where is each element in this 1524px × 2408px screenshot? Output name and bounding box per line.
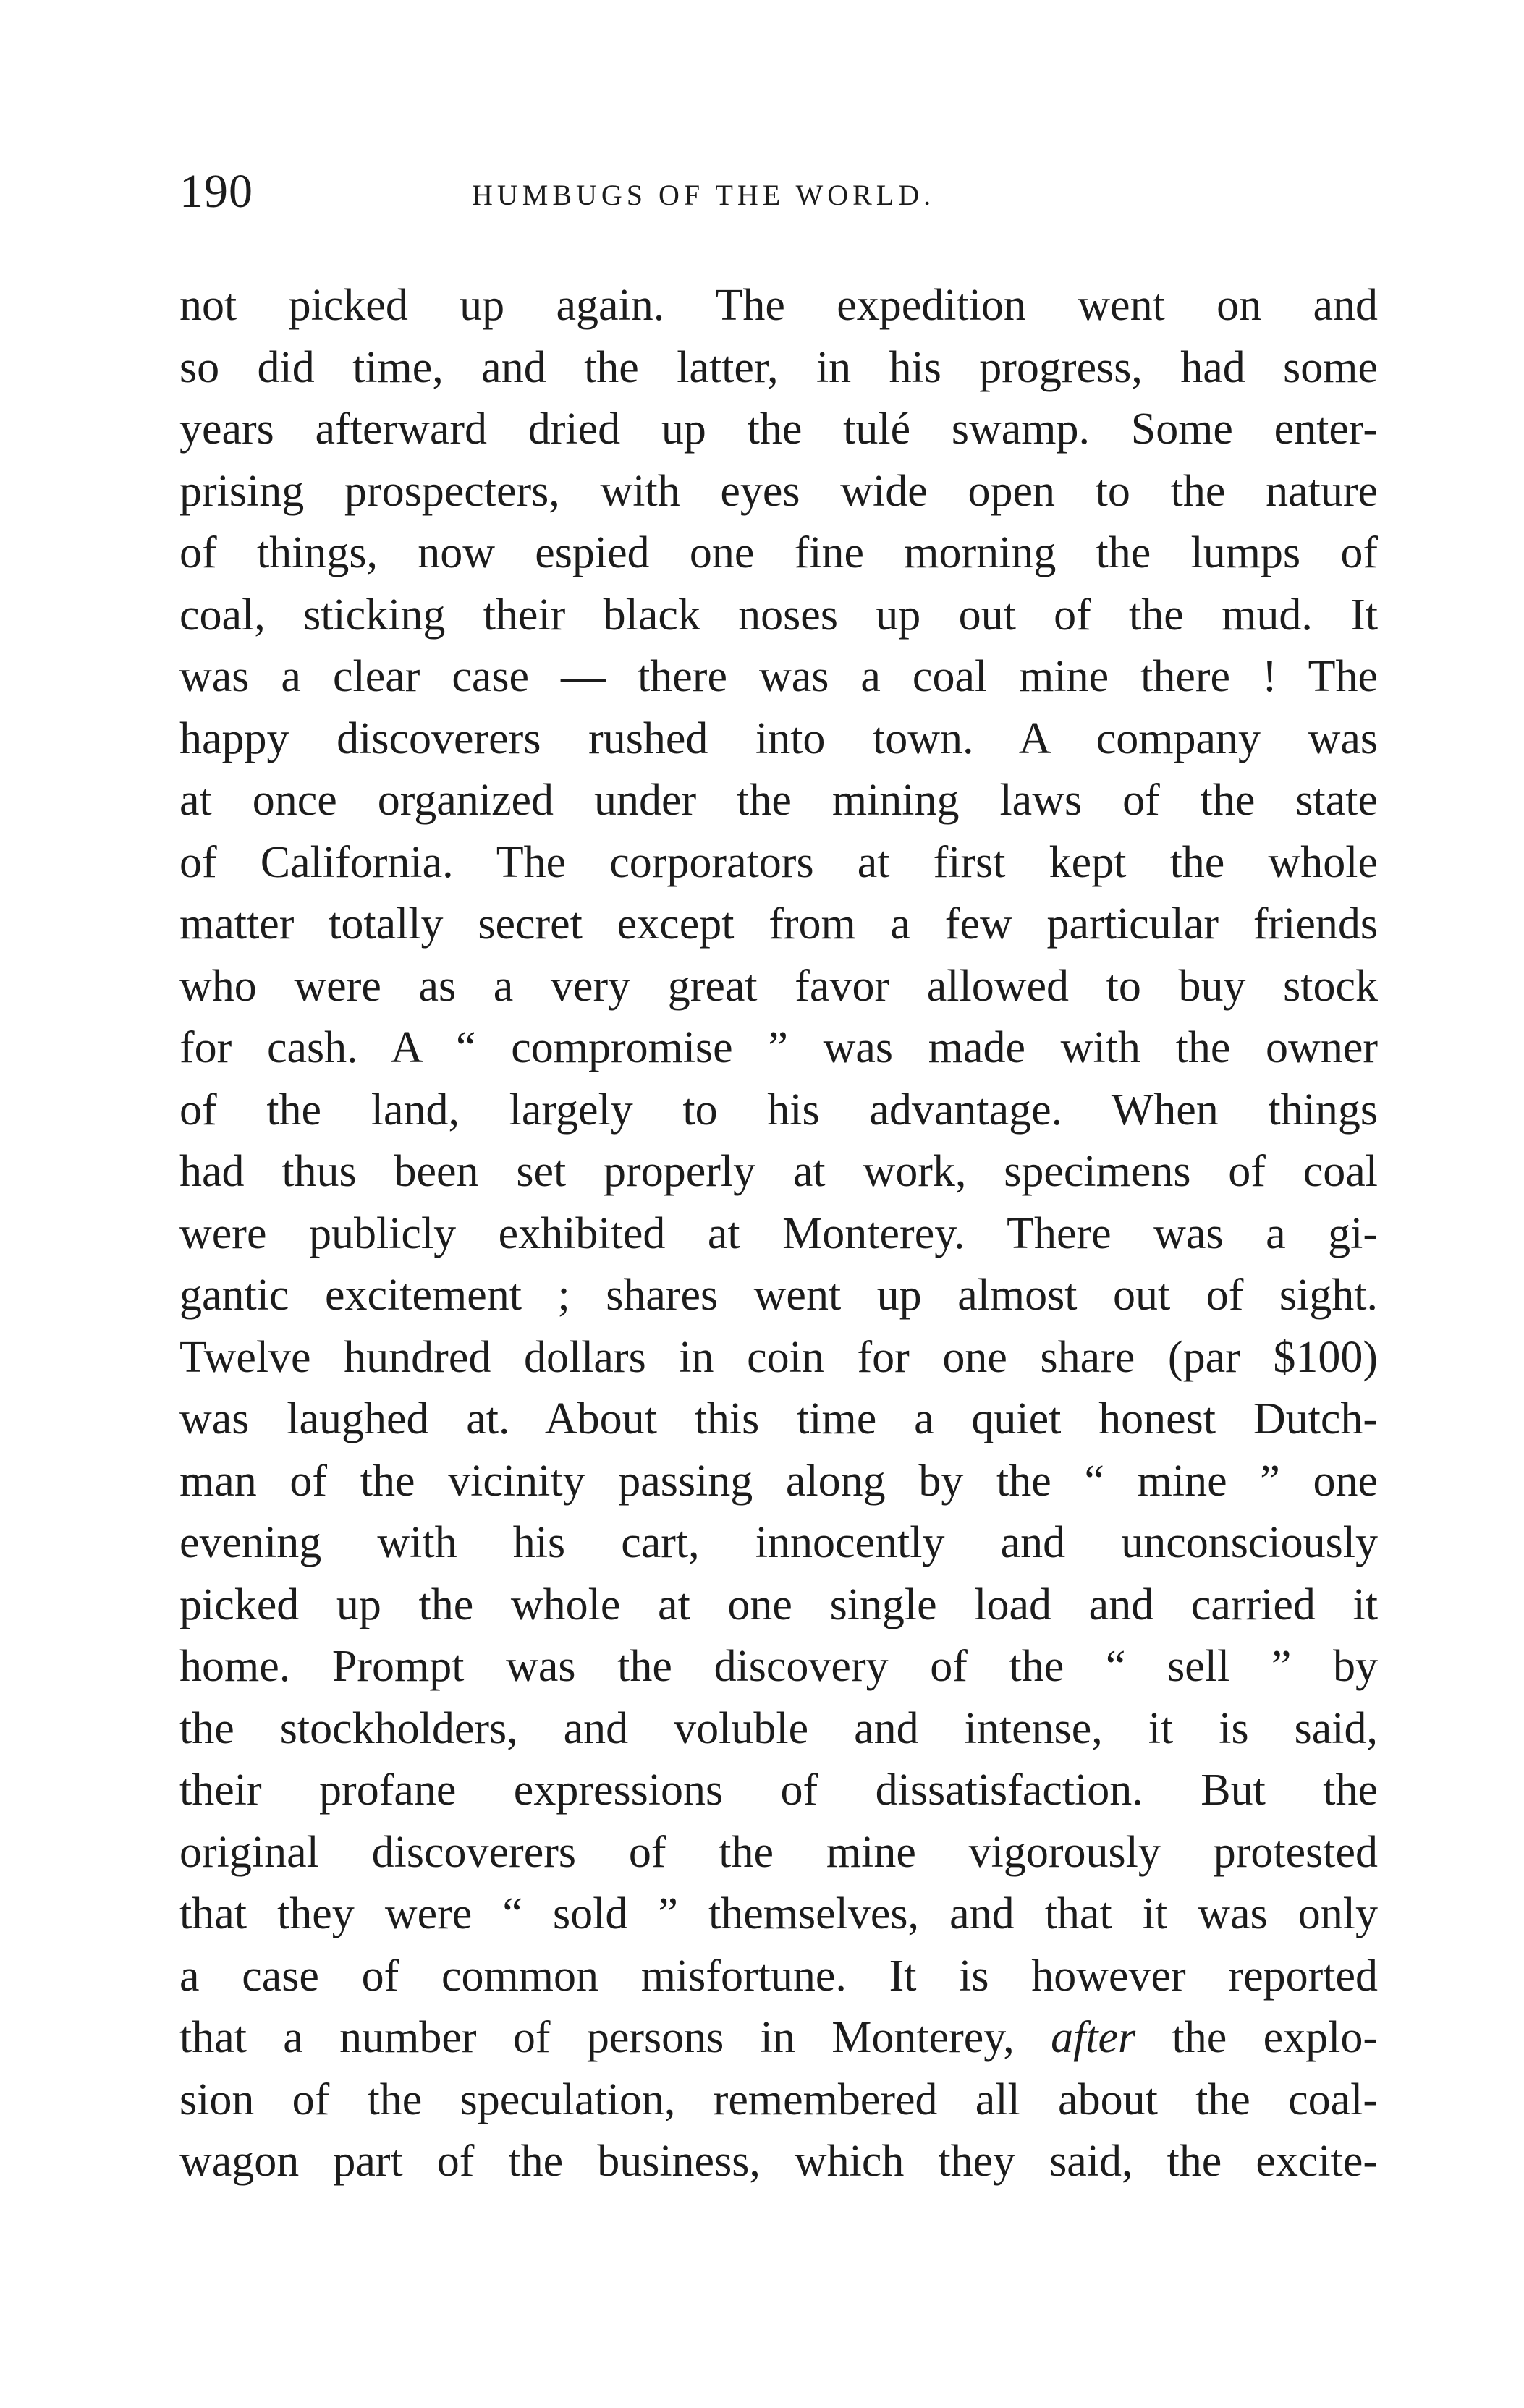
text-line: a case of common misfortune. It is however reported [179,1951,1378,2001]
text-line: of the land, largely to his advantage. When things [179,1085,1378,1135]
text-line: of California. The corporators at first kept the whole [179,837,1378,887]
text-line: years afterward dried up the tulé swamp. Some enter- [179,404,1378,454]
text-line: prising prospecters, with eyes wide open to the nature [179,466,1378,516]
text-line: picked up the whole at one single load and carried it [179,1580,1378,1629]
text-line: for cash. A “ compromise ” was made with the owner [179,1023,1378,1072]
text-line: matter totally secret except from a few particular friends [179,899,1378,949]
text-line: was laughed at. About this time a quiet honest Dutch- [179,1394,1378,1443]
running-head: HUMBUGS OF THE WORLD. [472,179,936,211]
text-line: the stockholders, and voluble and intense, it is said, [179,1703,1378,1753]
body-text [179,275,1378,2193]
text-line: had thus been set properly at work, specimens of coal [179,1147,1378,1196]
text-line: so did time, and the latter, in his progress, had some [179,342,1378,392]
text-line: man of the vicinity passing along by the “ mine ” one [179,1456,1378,1506]
page-number: 190 [179,165,253,218]
text-line: Twelve hundred dollars in coin for one share (par $100) [179,1332,1378,1382]
text-line-with-italic [179,2007,1378,2069]
text-line: was a clear case — there was a coal mine there ! The [179,652,1378,701]
text-line: of things, now espied one fine morning the lumps of [179,528,1378,577]
text-line: their profane expressions of dissatisfaction. But the [179,1765,1378,1815]
text-line: evening with his cart, innocently and unconsciously [179,1518,1378,1567]
text-line: at once organized under the mining laws of the state [179,776,1378,825]
text-segment: the explo- [1135,2013,1379,2062]
page-header [179,159,1378,224]
text-line: gantic excitement ; shares went up almost out of sight. [179,1271,1378,1320]
text-line: wagon part of the business, which they said, the excite- [179,2137,1378,2186]
text-segment: that a number of persons in Monterey, [179,2013,1051,2062]
italic-word: after [1051,2013,1136,2062]
text-line: that they were “ sold ” themselves, and that it was only [179,1889,1378,1938]
text-line: were publicly exhibited at Monterey. There was a gi- [179,1208,1378,1258]
text-line: coal, sticking their black noses up out of the mud. It [179,590,1378,640]
text-line: who were as a very great favor allowed to buy stock [179,961,1378,1011]
text-line: not picked up again. The expedition went on and [179,281,1378,330]
text-line: happy discoverers rushed into town. A company was [179,713,1378,763]
text-line: home. Prompt was the discovery of the “ sell ” by [179,1642,1378,1691]
text-line: sion of the speculation, remembered all about the coal- [179,2074,1378,2124]
text-line: original discoverers of the mine vigorously protested [179,1827,1378,1877]
